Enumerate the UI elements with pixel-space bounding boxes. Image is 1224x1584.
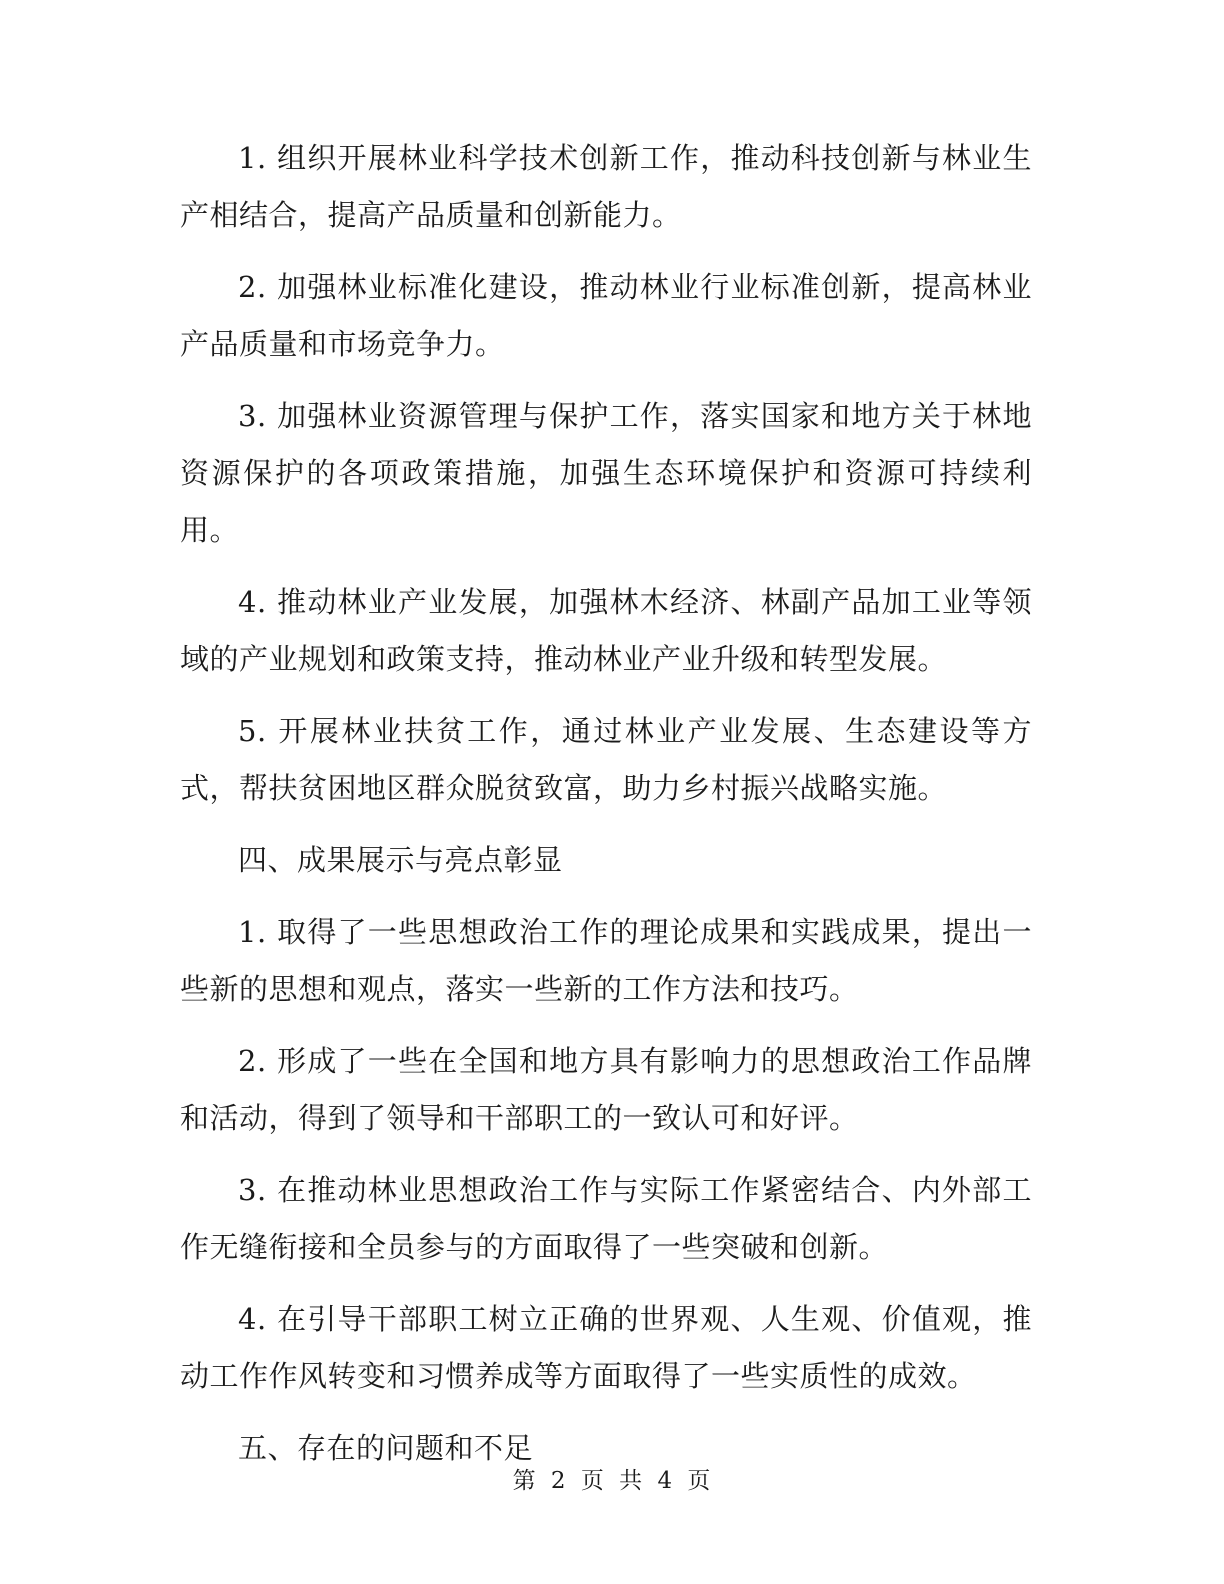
result-item-3: 3. 在推动林业思想政治工作与实际工作紧密结合、内外部工作无缝衔接和全员参与的方面取得了一些突破和创新。 xyxy=(180,1173,1032,1264)
result-item-2: 2. 形成了一些在全国和地方具有影响力的思想政治工作品牌和活动，得到了领导和干部职工的一致认可和好评。 xyxy=(180,1044,1032,1135)
paragraph-item-4: 4. 推动林业产业发展，加强林木经济、林副产品加工业等领域的产业规划和政策支持，推动林业产业升级和转型发展。 xyxy=(180,585,1032,676)
section-heading-5: 五、存在的问题和不足 xyxy=(238,1431,534,1465)
paragraph-item-5: 5. 开展林业扶贫工作，通过林业产业发展、生态建设等方式，帮扶贫困地区群众脱贫致富，助力乡村振兴战略实施。 xyxy=(180,714,1032,805)
page-number: 第 2 页 共 4 页 xyxy=(512,1468,712,1494)
paragraph-item-2: 2. 加强林业标准化建设，推动林业行业标准创新，提高林业产品质量和市场竞争力。 xyxy=(180,270,1032,361)
result-item-4: 4. 在引导干部职工树立正确的世界观、人生观、价值观，推动工作作风转变和习惯养成等方面取得了一些实质性的成效。 xyxy=(180,1302,1032,1393)
section-heading-4: 四、成果展示与亮点彰显 xyxy=(238,843,563,877)
result-item-1: 1. 取得了一些思想政治工作的理论成果和实践成果，提出一些新的思想和观点，落实一些新的工作方法和技巧。 xyxy=(180,915,1032,1006)
document-body xyxy=(180,130,1032,1477)
paragraph-item-1: 1. 组织开展林业科学技术创新工作，推动科技创新与林业生产相结合，提高产品质量和创新能力。 xyxy=(180,141,1032,232)
paragraph-item-3: 3. 加强林业资源管理与保护工作，落实国家和地方关于林地资源保护的各项政策措施，加强生态环境保护和资源可持续利用。 xyxy=(180,399,1032,547)
